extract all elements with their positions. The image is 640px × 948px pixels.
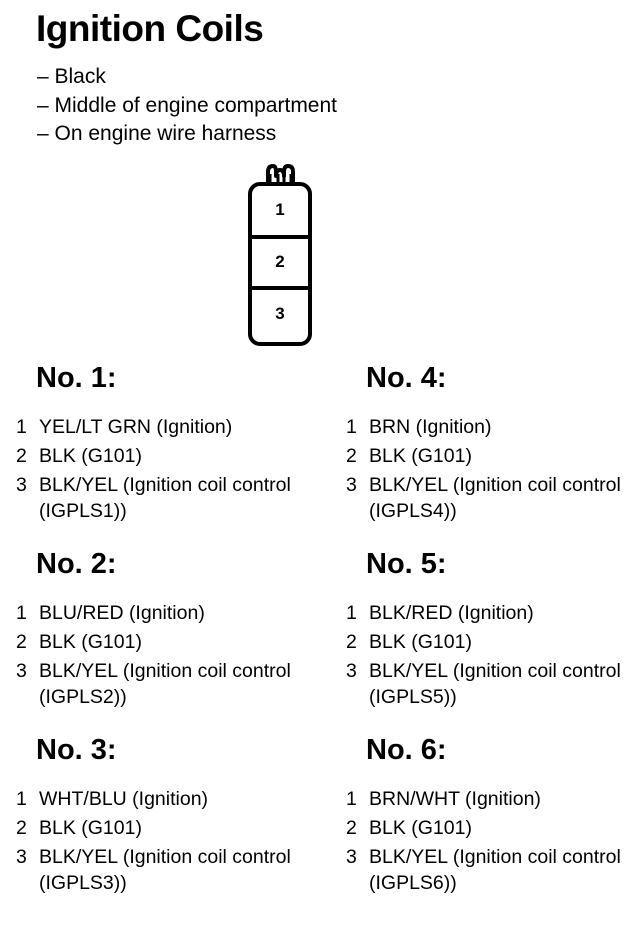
coil-5-section <box>346 548 636 710</box>
pin-number: 1 <box>346 602 357 624</box>
cavity-3-label: 3 <box>275 304 285 323</box>
pin-description: BRN (Ignition) <box>369 416 492 438</box>
pin-description: BLK (G101) <box>39 817 142 839</box>
pin-description: BLK (G101) <box>369 631 472 653</box>
coil-heading: No. 5: <box>366 548 447 580</box>
pin-number: 1 <box>346 416 357 438</box>
connector-diagram <box>240 160 320 350</box>
pin-number: 3 <box>16 660 27 682</box>
pin-description: BLK/YEL (Ignition coil control (IGPLS4)) <box>369 474 621 522</box>
pin-description: BLK (G101) <box>369 817 472 839</box>
pin-description: BLK/YEL (Ignition coil control (IGPLS5)) <box>369 660 621 708</box>
pin-number: 2 <box>346 445 357 467</box>
pin-number: 1 <box>346 788 357 810</box>
pin-row <box>16 471 306 524</box>
pin-number: 3 <box>346 474 357 496</box>
pin-row <box>346 442 636 471</box>
pin-row <box>16 843 306 896</box>
pin-number: 1 <box>16 416 27 438</box>
pin-description: BLK/RED (Ignition) <box>369 602 534 624</box>
pin-description: BLK (G101) <box>39 631 142 653</box>
coil-heading: No. 4: <box>366 362 447 394</box>
pin-row <box>16 413 306 442</box>
pin-number: 2 <box>16 817 27 839</box>
pin-description: BLU/RED (Ignition) <box>39 602 205 624</box>
pin-description: BLK (G101) <box>39 445 142 467</box>
pin-number: 2 <box>346 817 357 839</box>
pin-number: 1 <box>16 788 27 810</box>
coil-4-section <box>346 362 636 524</box>
coil-2-section <box>16 548 306 710</box>
pin-number: 3 <box>346 846 357 868</box>
pin-row <box>346 628 636 657</box>
pin-number: 3 <box>16 846 27 868</box>
pin-row <box>16 599 306 628</box>
coil-heading: No. 1: <box>36 362 117 394</box>
coil-heading: No. 2: <box>36 548 117 580</box>
pin-description: BLK/YEL (Ignition coil control (IGPLS6)) <box>369 846 621 894</box>
pin-description: WHT/BLU (Ignition) <box>39 788 209 810</box>
bullet-color: – Black <box>37 65 106 88</box>
pin-row <box>16 442 306 471</box>
coil-3-section <box>16 734 306 896</box>
pin-number: 1 <box>16 602 27 624</box>
pin-number: 2 <box>346 631 357 653</box>
connector-description <box>37 63 337 149</box>
pin-row <box>346 413 636 442</box>
cavity-2-label: 2 <box>275 252 285 271</box>
pin-row <box>346 843 636 896</box>
pin-row <box>346 599 636 628</box>
pin-description: YEL/LT GRN (Ignition) <box>39 416 233 438</box>
cavity-1-label: 1 <box>275 200 285 219</box>
pin-number: 2 <box>16 631 27 653</box>
bullet-location: – Middle of engine compartment <box>37 93 337 117</box>
pin-description: BLK/YEL (Ignition coil control (IGPLS2)) <box>39 660 291 708</box>
coil-1-section <box>16 362 306 524</box>
pin-description: BLK/YEL (Ignition coil control (IGPLS3)) <box>39 846 291 894</box>
pin-description: BLK/YEL (Ignition coil control (IGPLS1)) <box>39 474 291 522</box>
coil-heading: No. 3: <box>36 734 117 766</box>
pin-row <box>346 471 636 524</box>
pin-number: 3 <box>16 474 27 496</box>
coil-6-section <box>346 734 636 896</box>
page-title: Ignition Coils <box>36 8 264 49</box>
pin-row <box>16 628 306 657</box>
pin-number: 2 <box>16 445 27 467</box>
pin-row <box>346 814 636 843</box>
pin-description: BLK (G101) <box>369 445 472 467</box>
pin-row <box>16 814 306 843</box>
pin-row <box>346 657 636 710</box>
bullet-harness: – On engine wire harness <box>37 122 277 145</box>
pin-row <box>346 785 636 814</box>
locking-tab-icon <box>268 166 293 182</box>
coil-heading: No. 6: <box>366 734 447 766</box>
pin-description: BRN/WHT (Ignition) <box>369 788 541 810</box>
pin-row <box>16 657 306 710</box>
pin-number: 3 <box>346 660 357 682</box>
pin-row <box>16 785 306 814</box>
